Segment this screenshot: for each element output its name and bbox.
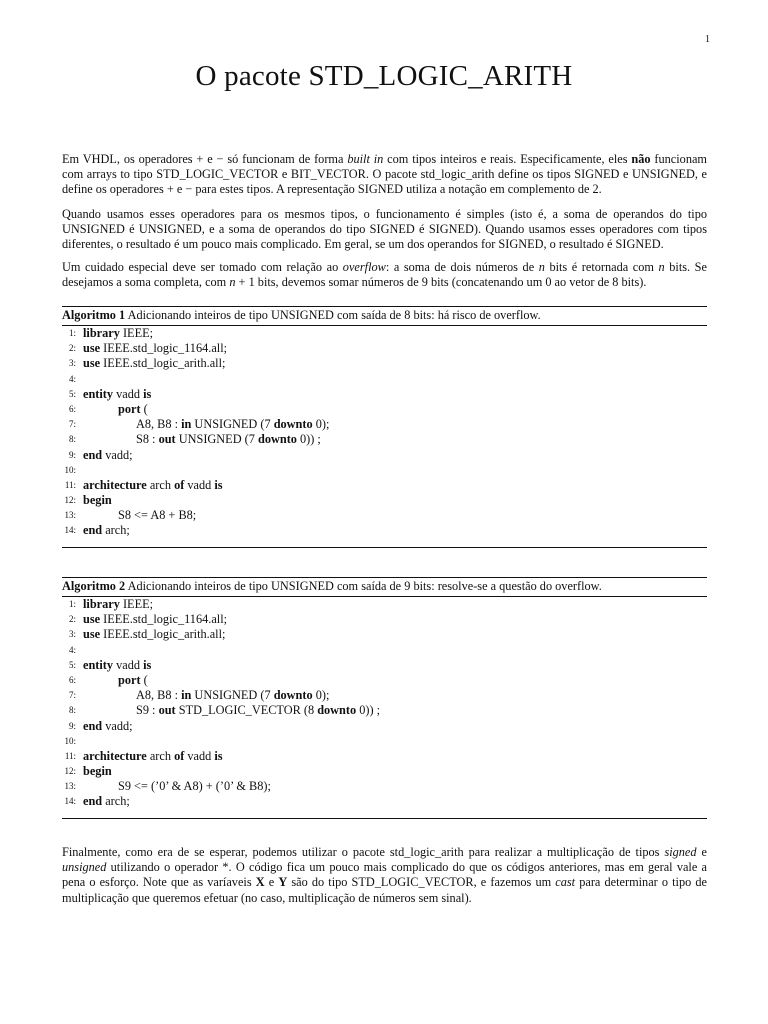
code-line-10: 10:	[64, 735, 76, 746]
intro-paragraph-3: Um cuidado especial deve ser tomado com relação ao overflow: a soma de dois números de n bits é retornada com n bits. Se desejamos a soma completa, com n + 1 bits, devemos somar números de 9 bits (concatenando um 0 ao vetor de 8 bits).	[62, 260, 707, 290]
code-line-9: 9: end vadd;	[68, 718, 133, 733]
code-line-3: 3: use IEEE.std_logic_arith.all;	[68, 627, 226, 642]
code-line-8: 8: S8 : out UNSIGNED (7 downto 0)) ;	[68, 432, 321, 447]
code-line-10: 10:	[64, 464, 76, 475]
code-line-5: 5: entity vadd is	[68, 657, 152, 672]
code-line-1: 1: library IEEE;	[68, 597, 154, 611]
code-line-12: 12: begin	[64, 493, 112, 508]
code-line-7: 7: A8, B8 : in UNSIGNED (7 downto 0);	[68, 688, 330, 703]
code-line-2: 2: use IEEE.std_logic_1164.all;	[68, 612, 228, 627]
intro-paragraph-2: Quando usamos esses operadores para os mesmos tipos, o funcionamento é simples (isto é, a soma de operandos do tipo UNSIGNED é UNSIGNED, e a soma de operandos do tipo SIGNED é SIGNED). Quando usamos esses operadores com tipos diferentes, o resultado é um pouco mais complicado. Em geral, se um dos operandos for SIGNED, o resultado é SIGNED.	[62, 207, 707, 252]
conclusion-paragraph: Finalmente, como era de se esperar, podemos utilizar o pacote std_logic_arith para realizar a multiplicação de tipos signed e unsigned utilizando o operador *. O código fica um pouco mais complicado do que os códigos anteriores, mas em geral vale a pena o esforço. Note que as varíaveis X e Y são do tipo STD_LOGIC_VECTOR, e fazemos um cast para determinar o tipo de multiplicação que queremos efetuar (no caso, multiplicação de números sem sinal).	[62, 845, 707, 905]
code-line-13: 13: S8 <= A8 + B8;	[64, 508, 197, 523]
code-line-14: 14: end arch;	[64, 523, 130, 538]
algorithm-1-caption: Algoritmo 1 Adicionando inteiros de tipo UNSIGNED com saída de 8 bits: há risco de overflow.	[62, 307, 707, 326]
code-line-3: 3: use IEEE.std_logic_arith.all;	[68, 356, 226, 371]
algorithm-1-block	[62, 306, 707, 548]
code-line-4: 4:	[68, 373, 76, 384]
algorithm-2-block	[62, 577, 707, 819]
page-number: 1	[705, 34, 710, 45]
code-line-1: 1: library IEEE;	[68, 326, 154, 340]
code-line-5: 5: entity vadd is	[68, 386, 152, 401]
code-line-7: 7: A8, B8 : in UNSIGNED (7 downto 0);	[68, 417, 330, 432]
code-line-6: 6: port (	[68, 672, 148, 687]
page-title: O pacote STD_LOGIC_ARITH	[195, 60, 573, 92]
code-line-11: 11: architecture arch of vadd is	[64, 748, 223, 763]
code-line-8: 8: S9 : out STD_LOGIC_VECTOR (8 downto 0)) ;	[68, 703, 381, 718]
code-line-2: 2: use IEEE.std_logic_1164.all;	[68, 341, 228, 356]
code-line-14: 14: end arch;	[64, 794, 130, 809]
code-line-6: 6: port (	[68, 401, 148, 416]
algorithm-2-caption: Algoritmo 2 Adicionando inteiros de tipo UNSIGNED com saída de 9 bits: resolve-se a questão do overflow.	[62, 578, 707, 597]
intro-paragraph-1: Em VHDL, os operadores + e − só funcionam de forma built in com tipos inteiros e reais. Especificamente, eles não funcionam com arrays to tipo STD_LOGIC_VECTOR e BIT_VECTOR. O pacote std_logic_arith define os tipos SIGNED e UNSIGNED, e define os operadores + e − para estes tipos. A representação SIGNED utiliza a notação em complemento de 2.	[62, 152, 707, 197]
code-line-12: 12: begin	[64, 764, 112, 779]
code-line-4: 4:	[68, 644, 76, 655]
code-line-9: 9: end vadd;	[68, 447, 133, 462]
code-line-13: 13: S9 <= (’0’ & A8) + (’0’ & B8);	[64, 779, 271, 794]
code-line-11: 11: architecture arch of vadd is	[64, 477, 223, 492]
